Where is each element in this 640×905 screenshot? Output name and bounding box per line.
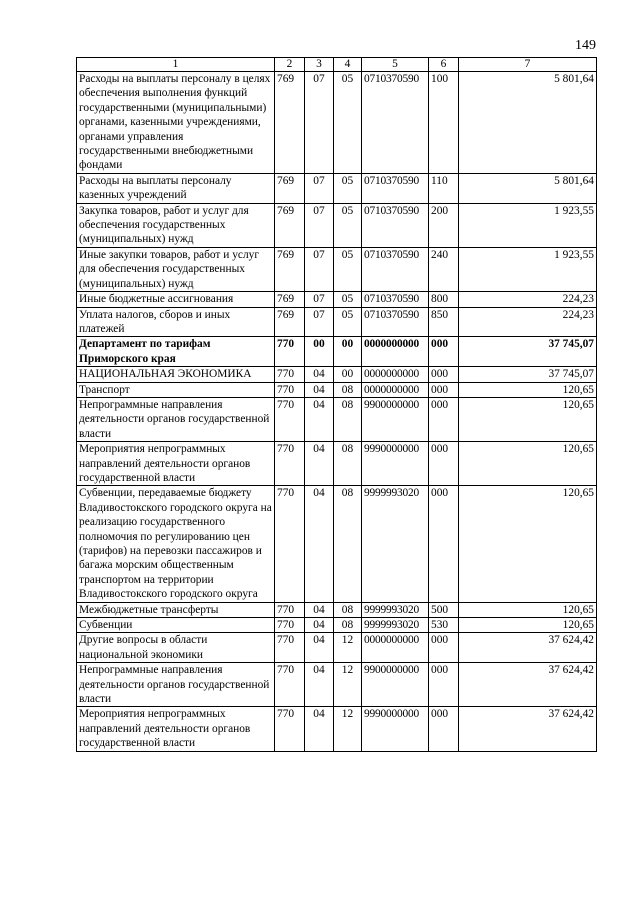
row-subsection-cell: 05 bbox=[334, 247, 362, 291]
table-row bbox=[77, 382, 597, 397]
row-subsection-cell: 08 bbox=[334, 442, 362, 486]
table-row bbox=[77, 707, 597, 751]
table-row bbox=[77, 307, 597, 337]
row-target-item-cell: 9900000000 bbox=[362, 663, 429, 707]
row-name-cell: Межбюджетные трансферты bbox=[77, 602, 275, 617]
row-target-item-cell: 9999993020 bbox=[362, 486, 429, 602]
row-section-cell: 04 bbox=[305, 663, 334, 707]
table-row bbox=[77, 618, 597, 633]
row-target-item-cell: 9990000000 bbox=[362, 707, 429, 751]
row-expense-type-cell: 000 bbox=[429, 367, 459, 382]
row-name-cell: Непрограммные направления деятельности органов государственной власти bbox=[77, 663, 275, 707]
row-name-cell: Субвенции bbox=[77, 618, 275, 633]
row-code-cell: 769 bbox=[275, 173, 305, 203]
row-amount-cell: 37 624,42 bbox=[459, 707, 597, 751]
row-section-cell: 07 bbox=[305, 173, 334, 203]
row-amount-cell: 120,65 bbox=[459, 602, 597, 617]
row-section-cell: 07 bbox=[305, 203, 334, 247]
row-code-cell: 769 bbox=[275, 203, 305, 247]
row-amount-cell: 37 624,42 bbox=[459, 633, 597, 663]
row-expense-type-cell: 000 bbox=[429, 663, 459, 707]
row-expense-type-cell: 530 bbox=[429, 618, 459, 633]
row-expense-type-cell: 000 bbox=[429, 397, 459, 441]
row-name-cell: НАЦИОНАЛЬНАЯ ЭКОНОМИКА bbox=[77, 367, 275, 382]
table-row bbox=[77, 486, 597, 602]
row-amount-cell: 120,65 bbox=[459, 382, 597, 397]
row-section-cell: 04 bbox=[305, 486, 334, 602]
row-amount-cell: 120,65 bbox=[459, 618, 597, 633]
row-code-cell: 770 bbox=[275, 367, 305, 382]
header-cell: 5 bbox=[362, 58, 429, 72]
row-subsection-cell: 08 bbox=[334, 618, 362, 633]
row-expense-type-cell: 000 bbox=[429, 442, 459, 486]
row-target-item-cell: 0000000000 bbox=[362, 382, 429, 397]
row-amount-cell: 37 745,07 bbox=[459, 337, 597, 367]
row-name-cell: Транспорт bbox=[77, 382, 275, 397]
header-cell: 1 bbox=[77, 58, 275, 72]
row-target-item-cell: 9999993020 bbox=[362, 602, 429, 617]
row-subsection-cell: 00 bbox=[334, 337, 362, 367]
row-code-cell: 770 bbox=[275, 707, 305, 751]
row-amount-cell: 1 923,55 bbox=[459, 203, 597, 247]
row-amount-cell: 37 745,07 bbox=[459, 367, 597, 382]
header-cell: 6 bbox=[429, 58, 459, 72]
row-amount-cell: 224,23 bbox=[459, 307, 597, 337]
table-row bbox=[77, 203, 597, 247]
row-name-cell: Расходы на выплаты персоналу казенных учреждений bbox=[77, 173, 275, 203]
row-amount-cell: 120,65 bbox=[459, 442, 597, 486]
row-code-cell: 769 bbox=[275, 72, 305, 174]
row-subsection-cell: 08 bbox=[334, 382, 362, 397]
row-target-item-cell: 0710370590 bbox=[362, 72, 429, 174]
table-row bbox=[77, 442, 597, 486]
page-number: 149 bbox=[575, 38, 596, 53]
row-expense-type-cell: 800 bbox=[429, 292, 459, 307]
row-expense-type-cell: 000 bbox=[429, 633, 459, 663]
table-row bbox=[77, 367, 597, 382]
row-subsection-cell: 08 bbox=[334, 602, 362, 617]
row-subsection-cell: 12 bbox=[334, 663, 362, 707]
row-name-cell: Уплата налогов, сборов и иных платежей bbox=[77, 307, 275, 337]
row-name-cell: Закупка товаров, работ и услуг для обеспечения государственных (муниципальных) нужд bbox=[77, 203, 275, 247]
row-subsection-cell: 12 bbox=[334, 707, 362, 751]
row-target-item-cell: 0710370590 bbox=[362, 292, 429, 307]
table-row bbox=[77, 397, 597, 441]
table-body bbox=[77, 72, 597, 752]
row-subsection-cell: 05 bbox=[334, 72, 362, 174]
row-code-cell: 770 bbox=[275, 397, 305, 441]
row-section-cell: 04 bbox=[305, 602, 334, 617]
row-amount-cell: 224,23 bbox=[459, 292, 597, 307]
row-code-cell: 770 bbox=[275, 602, 305, 617]
row-section-cell: 07 bbox=[305, 307, 334, 337]
row-expense-type-cell: 200 bbox=[429, 203, 459, 247]
row-section-cell: 04 bbox=[305, 633, 334, 663]
row-expense-type-cell: 850 bbox=[429, 307, 459, 337]
header-cell: 7 bbox=[459, 58, 597, 72]
row-code-cell: 770 bbox=[275, 633, 305, 663]
table-row bbox=[77, 173, 597, 203]
row-code-cell: 769 bbox=[275, 307, 305, 337]
row-subsection-cell: 05 bbox=[334, 292, 362, 307]
row-expense-type-cell: 500 bbox=[429, 602, 459, 617]
row-section-cell: 07 bbox=[305, 72, 334, 174]
row-section-cell: 07 bbox=[305, 247, 334, 291]
row-code-cell: 770 bbox=[275, 486, 305, 602]
row-code-cell: 769 bbox=[275, 292, 305, 307]
row-target-item-cell: 9990000000 bbox=[362, 442, 429, 486]
row-expense-type-cell: 240 bbox=[429, 247, 459, 291]
row-name-cell: Мероприятия непрограммных направлений деятельности органов государственной власти bbox=[77, 442, 275, 486]
row-section-cell: 04 bbox=[305, 442, 334, 486]
table-row bbox=[77, 633, 597, 663]
row-section-cell: 07 bbox=[305, 292, 334, 307]
header-cell: 2 bbox=[275, 58, 305, 72]
row-name-cell: Иные закупки товаров, работ и услуг для обеспечения государственных (муниципальных) нужд bbox=[77, 247, 275, 291]
row-target-item-cell: 0000000000 bbox=[362, 367, 429, 382]
row-name-cell: Расходы на выплаты персоналу в целях обеспечения выполнения функций государственными (муниципальными) органами, казенными учреждениями, органами управления государственными внебюджетными фондами bbox=[77, 72, 275, 174]
budget-table bbox=[76, 57, 597, 752]
table-row bbox=[77, 663, 597, 707]
row-name-cell: Мероприятия непрограммных направлений деятельности органов государственной власти bbox=[77, 707, 275, 751]
table-row bbox=[77, 292, 597, 307]
table-row bbox=[77, 247, 597, 291]
row-subsection-cell: 08 bbox=[334, 397, 362, 441]
row-target-item-cell: 0710370590 bbox=[362, 247, 429, 291]
row-subsection-cell: 12 bbox=[334, 633, 362, 663]
row-expense-type-cell: 000 bbox=[429, 707, 459, 751]
row-amount-cell: 37 624,42 bbox=[459, 663, 597, 707]
row-code-cell: 770 bbox=[275, 337, 305, 367]
row-name-cell: Иные бюджетные ассигнования bbox=[77, 292, 275, 307]
row-name-cell: Департамент по тарифам Приморского края bbox=[77, 337, 275, 367]
row-section-cell: 04 bbox=[305, 707, 334, 751]
row-subsection-cell: 05 bbox=[334, 307, 362, 337]
row-expense-type-cell: 000 bbox=[429, 382, 459, 397]
row-target-item-cell: 0000000000 bbox=[362, 337, 429, 367]
row-name-cell: Субвенции, передаваемые бюджету Владивостокского городского округа на реализацию государственного полномочия по регулированию цен (тарифов) на перевозки пассажиров и багажа морским общественным транспортом на территории Владивостокского городского округа bbox=[77, 486, 275, 602]
row-name-cell: Другие вопросы в области национальной экономики bbox=[77, 633, 275, 663]
row-subsection-cell: 05 bbox=[334, 173, 362, 203]
row-target-item-cell: 9900000000 bbox=[362, 397, 429, 441]
header-cell: 3 bbox=[305, 58, 334, 72]
row-expense-type-cell: 000 bbox=[429, 337, 459, 367]
row-section-cell: 04 bbox=[305, 397, 334, 441]
row-name-cell: Непрограммные направления деятельности органов государственной власти bbox=[77, 397, 275, 441]
row-amount-cell: 120,65 bbox=[459, 486, 597, 602]
row-subsection-cell: 08 bbox=[334, 486, 362, 602]
row-code-cell: 769 bbox=[275, 247, 305, 291]
table-row bbox=[77, 72, 597, 174]
row-section-cell: 04 bbox=[305, 382, 334, 397]
row-section-cell: 04 bbox=[305, 367, 334, 382]
table-row bbox=[77, 337, 597, 367]
row-amount-cell: 5 801,64 bbox=[459, 72, 597, 174]
row-target-item-cell: 0710370590 bbox=[362, 173, 429, 203]
row-section-cell: 04 bbox=[305, 618, 334, 633]
header-cell: 4 bbox=[334, 58, 362, 72]
row-amount-cell: 5 801,64 bbox=[459, 173, 597, 203]
table-row bbox=[77, 602, 597, 617]
row-section-cell: 00 bbox=[305, 337, 334, 367]
row-expense-type-cell: 110 bbox=[429, 173, 459, 203]
row-amount-cell: 1 923,55 bbox=[459, 247, 597, 291]
row-expense-type-cell: 100 bbox=[429, 72, 459, 174]
row-code-cell: 770 bbox=[275, 663, 305, 707]
row-target-item-cell: 0710370590 bbox=[362, 203, 429, 247]
row-expense-type-cell: 000 bbox=[429, 486, 459, 602]
row-target-item-cell: 0710370590 bbox=[362, 307, 429, 337]
row-code-cell: 770 bbox=[275, 382, 305, 397]
row-amount-cell: 120,65 bbox=[459, 397, 597, 441]
row-target-item-cell: 0000000000 bbox=[362, 633, 429, 663]
row-subsection-cell: 00 bbox=[334, 367, 362, 382]
row-subsection-cell: 05 bbox=[334, 203, 362, 247]
row-target-item-cell: 9999993020 bbox=[362, 618, 429, 633]
row-code-cell: 770 bbox=[275, 618, 305, 633]
row-code-cell: 770 bbox=[275, 442, 305, 486]
header-row bbox=[77, 58, 597, 72]
